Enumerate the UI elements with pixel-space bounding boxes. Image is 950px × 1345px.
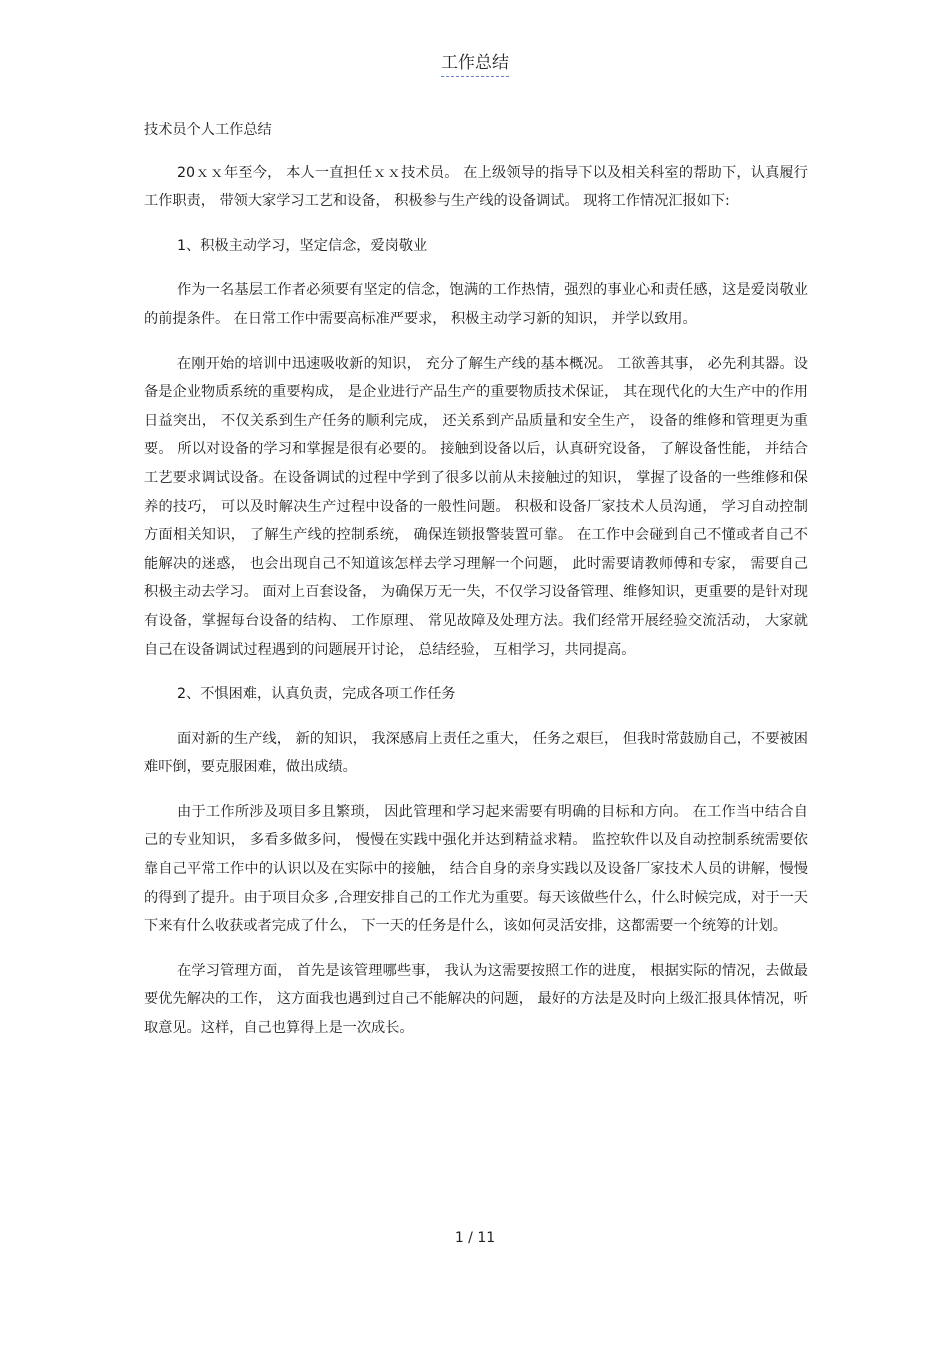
paragraph-body: 面对新的生产线， 新的知识， 我深感肩上责任之重大， 任务之艰巨， 但我时常鼓励自己，不要被困难吓倒，要克服困难，做出成绩。 xyxy=(144,730,808,776)
page-header-title: 工作总结 xyxy=(441,53,509,77)
document-body xyxy=(144,116,808,1043)
paragraph-body: 在学习管理方面， 首先是该管理哪些事， 我认为这需要按照工作的进度， 根据实际的情况，去做最要优先解决的工作， 这方面我也遇到过自己不能解决的问题， 最好的方法是及时向上级汇报具体情况，听取意见。这样，自己也算得上是一次成长。 xyxy=(144,962,808,1037)
paragraph-intro: 20ｘｘ年至今， 本人一直担任ｘｘ技术员。 在上级领导的指导下以及相关科室的帮助下，认真履行工作职责， 带领大家学习工艺和设备， 积极参与生产线的设备调试。 现将工作情况汇报如下: xyxy=(144,164,808,210)
section-heading-2: 2、不惧困难，认真负责，完成各项工作任务 xyxy=(177,686,456,703)
page-header xyxy=(0,48,950,73)
paragraph-body: 作为一名基层工作者必须要有坚定的信念，饱满的工作热情，强烈的事业心和责任感，这是爱岗敬业的前提条件。 在日常工作中需要高标准严要求， 积极主动学习新的知识， 并学以致用。 xyxy=(144,282,808,327)
page-number: 1 / 11 xyxy=(454,1230,496,1246)
section-heading-1: 1、积极主动学习，坚定信念，爱岗敬业 xyxy=(177,237,428,254)
paragraph-body: 由于工作所涉及项目多且繁琐， 因此管理和学习起来需要有明确的目标和方向。 在工作当中结合自己的专业知识， 多看多做多问， 慢慢在实践中强化并达到精益求精。 监控软件以及自动控制系统需要依靠自己平常工作中的认识以及在实际中的接触， 结合自身的亲身实践以及设备厂家技术人员的讲解，慢慢的得到了提升。由于项目众多 ,合理安排自己的工作尤为重要。每天该做些什么，什么时候完成，对于一天下来有什么收获或者完成了什么， 下一天的任务是什么，该如何灵活安排，这都需要一个统筹的计划。 xyxy=(144,803,808,935)
document-subtitle: 技术员个人工作总结 xyxy=(144,122,272,138)
paragraph-body: 在刚开始的培训中迅速吸收新的知识， 充分了解生产线的基本概况。 工欲善其事， 必先利其器。设备是企业物质系统的重要构成， 是企业进行产品生产的重要物质技术保证， 其在现代化的大生产中的作用日益突出， 不仅关系到生产任务的顺利完成， 还关系到产品质量和安全生产， 设备的维修和管理更为重要。 所以对设备的学习和掌握是很有必要的。 接触到设备以后，认真研究设备， 了解设备性能， 并结合工艺要求调试设备。在设备调试的过程中学到了很多以前从未接触过的知识， 掌握了设备的一些维修和保养的技巧， 可以及时解决生产过程中设备的一般性问题。 积极和设备厂家技术人员沟通， 学习自动控制方面相关知识， 了解生产线的控制系统， 确保连锁报警装置可靠。 在工作中会碰到自己不懂或者自己不能解决的迷惑， 也会出现自己不知道该怎样去学习理解一个问题， 此时需要请教师傅和专家， 需要自己积极主动去学习。 面对上百套设备， 为确保万无一失，不仅学习设备管理、维修知识，更重要的是针对现有设备，掌握每台设备的结构、 工作原理、 常见故障及处理方法。我们经常开展经验交流活动， 大家就自己在设备调试过程遇到的问题展开讨论， 总结经验， 互相学习，共同提高。 xyxy=(144,355,808,658)
